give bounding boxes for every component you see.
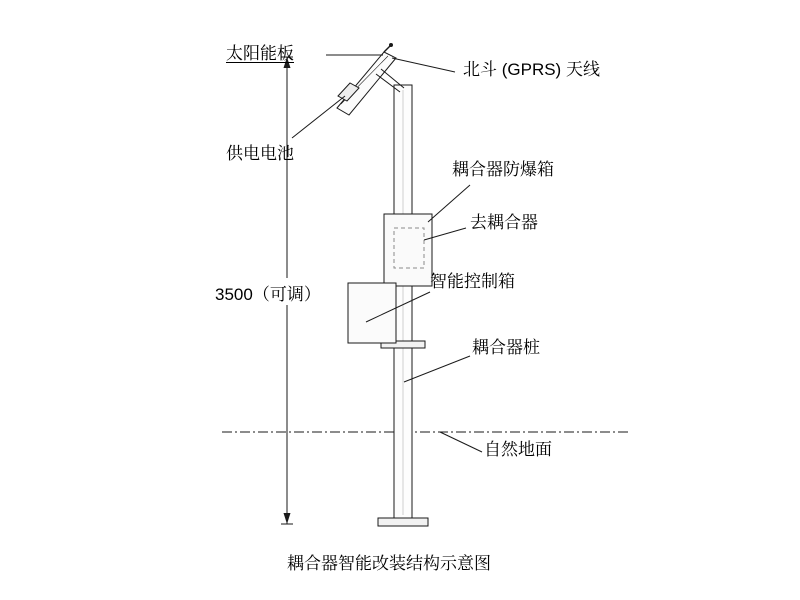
label-explosion-proof-box: 耦合器防爆箱 [452, 160, 554, 179]
label-decoupler: 去耦合器 [470, 213, 538, 232]
dimension-label: 3500（可调） [215, 285, 321, 304]
label-antenna: 北斗 (GPRS) 天线 [463, 60, 600, 79]
label-smart-control-box: 智能控制箱 [430, 272, 515, 291]
smart-control-box-shape [348, 283, 396, 343]
label-solar-panel: 太阳能板 [226, 44, 294, 63]
explosion-proof-box-shape [384, 214, 432, 286]
figure-caption: 耦合器智能改装结构示意图 [287, 554, 491, 573]
antenna-shape [384, 43, 393, 52]
label-battery: 供电电池 [226, 144, 294, 163]
label-coupler-pile: 耦合器桩 [472, 338, 540, 357]
label-natural-ground: 自然地面 [484, 440, 552, 459]
base-plate [378, 518, 428, 526]
